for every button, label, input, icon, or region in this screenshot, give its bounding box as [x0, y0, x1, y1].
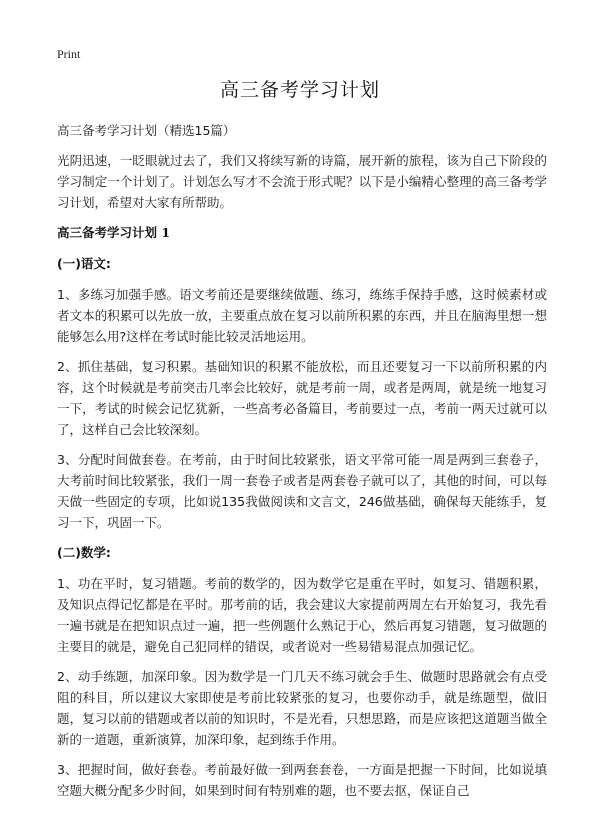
print-link[interactable]: Print: [57, 47, 81, 61]
math-heading: (二)数学:: [57, 545, 111, 560]
intro-paragraph: 光阴迅速，一眨眼就过去了，我们又将续写新的诗篇，展开新的旅程，该为自己下阶段的学习制定一个计划了。计划怎么写才不会流于形式呢？以下是小编精心整理的高三备考学习计划，希望对大家有所帮助。: [57, 153, 547, 210]
document-subtitle: 高三备考学习计划（精选15篇）: [57, 123, 236, 138]
chinese-item-2: 2、抓住基础，复习积累。基础知识的积累不能放松，而且还要复习一下以前所积累的内容，这个时候就是考前突击几率会比较好，就是考前一周，或者是两周，就是统一地复习一下，考试的时候会记忆犹新，一些高考必备篇目，考前要过一点，考前一两天过就可以了，这样自己会比较深刻。: [57, 359, 547, 437]
math-item-3: 3、把握时间，做好套卷。考前最好做一到两套套卷，一方面是把握一下时间，比如说填空题大概分配多少时间，如果到时间有特别难的题，也不要去抠，保证自己: [57, 762, 547, 798]
chinese-item-1: 1、多练习加强手感。语文考前还是要继续做题、练习，练练手保持手感，这时候素材或者文本的积累可以先放一放，主要重点放在复习以前所积累的东西，并且在脑海里想一想能够怎么用?这样在考试时能比较灵活地运用。: [57, 287, 547, 344]
math-item-2: 2、动手练题，加深印象。因为数学是一门几天不练习就会手生、做题时思路就会有点受阻的科目，所以建议大家即使是考前比较紧张的复习，也要你动手，就是练题型，做旧题，复习以前的错题或者以前的知识时，不是光看，只想思路，而是应该把这道题当做全新的一道题，重新演算，加深印象，起到练手作用。: [57, 669, 547, 747]
chinese-heading: (一)语文:: [57, 256, 111, 271]
math-item-1: 1、功在平时，复习错题。考前的数学的，因为数学它是重在平时，如复习、错题积累，及知识点得记忆都是在平时。那考前的话，我会建议大家提前两周左右开始复习，我先看一遍书就是在把知识点过一遍，把一些例题什么熟记于心，然后再复习错题，复习做题的主要目的就是，避免自己犯同样的错误，或者说对一些易错易混点加强记忆。: [57, 576, 547, 654]
document-title: 高三备考学习计划: [219, 79, 380, 101]
section-heading: 高三备考学习计划 1: [57, 225, 171, 240]
chinese-item-3: 3、分配时间做套卷。在考前，由于时间比较紧张，语文平常可能一周是两到三套卷子，大考前时间比较紧张，我们一周一套卷子或者是两套卷子就可以了，其他的时间，可以每天做一些固定的专项，比如说135我做阅读和文言文，246做基础，确保每天能练手，复习一下，巩固一下。: [57, 452, 547, 530]
document-body: [57, 120, 547, 810]
